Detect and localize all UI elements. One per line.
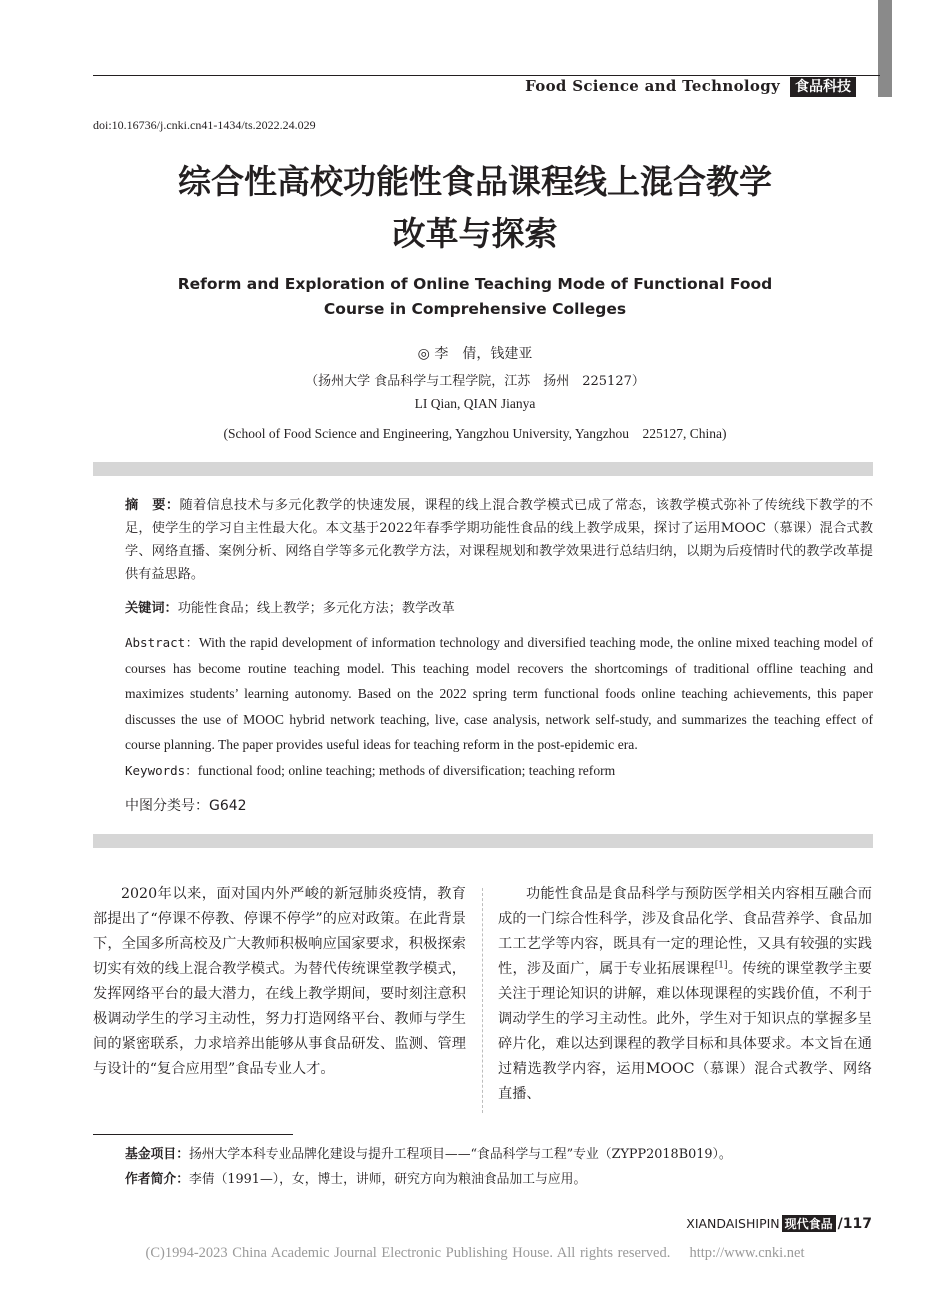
keywords-cn-text: 功能性食品；线上教学；多元化方法；教学改革 <box>177 601 455 616</box>
abstract-en-text: With the rapid development of information technology and diversified teaching mode, the online mixed teaching model of courses has become routine teaching model. This teaching model recovers the shortcomings of traditional offline teaching and maximizes students’ learning autonomy. Based on the 2022 spring term functional foods online teaching achievements, this paper discusses the use of MOOC hybrid network teaching, live, case analysis, network self-study, and summarizes the teaching effect of course planning. The paper provides useful ideas for teaching reform in the post-epidemic era. <box>125 635 873 752</box>
clc-value: G642 <box>209 798 247 814</box>
column-divider <box>482 888 483 1113</box>
fund-label: 基金项目： <box>125 1147 189 1162</box>
section-band-bottom <box>93 834 873 848</box>
abstract-cn-label: 摘 要： <box>125 498 180 513</box>
title-en-line-1: Reform and Exploration of Online Teaching Mode of Functional Food <box>177 275 773 293</box>
abstract-en-label: Abstract： <box>125 635 199 650</box>
corner-accent-bar <box>878 0 892 97</box>
journal-name-cn: 食品科技 <box>790 77 856 97</box>
keywords-en <box>125 758 873 784</box>
author-bio-label: 作者简介： <box>125 1172 189 1187</box>
clc-label: 中图分类号： <box>125 798 209 814</box>
abstract-cn <box>125 494 873 586</box>
title-en-line-2: Course in Comprehensive Colleges <box>323 300 627 318</box>
footer-magazine: 现代食品 <box>782 1215 836 1232</box>
author-bio-text: 李倩（1991—），女，博士，讲师，研究方向为粮油食品加工与应用。 <box>188 1172 587 1187</box>
body-column-left: 2020年以来，面对国内外严峻的新冠肺炎疫情，教育部提出了“停课不停教、停课不停学”的应对政策。在此背景下，全国多所高校及广大教师积极响应国家要求，积极探索切实有效的线上混合教学模式。为替代传统课堂教学模式，发挥网络平台的最大潜力，在线上教学期间，要时刻注意积极调动学生的学习主动性，努力打造网络平台、教师与学生间的紧密联系，力求培养出能够从事食品研发、监测、管理与设计的“复合应用型”食品专业人才。 <box>93 886 466 1077</box>
section-band-top <box>93 462 873 476</box>
abstract-cn-text: 随着信息技术与多元化教学的快速发展，课程的线上混合教学模式已成了常态，该教学模式弥补了传统线下教学的不足，使学生的学习自主性最大化。本文基于2022年春季学期功能性食品的线上教学成果，探讨了运用MOOC（慕课）混合式教学、网络直播、案例分析、网络自学等多元化教学方法，对课程规划和教学效果进行总结归纳，以期为后疫情时代的教学改革提供有益思路。 <box>125 498 874 582</box>
journal-name-en: Food Science and Technology <box>525 77 780 95</box>
affiliation-en: (School of Food Science and Engineering, Yangzhou University, Yangzhou 225127, China) <box>223 426 727 441</box>
keywords-cn <box>125 597 873 620</box>
reference-marker: [1] <box>714 960 728 971</box>
page-footer <box>686 1215 872 1232</box>
keywords-cn-label: 关键词： <box>125 601 178 616</box>
copyright-notice: (C)1994-2023 China Academic Journal Electronic Publishing House. All rights reserved. http://www.cnki.net <box>145 1245 805 1261</box>
page-number: /117 <box>837 1215 872 1232</box>
keywords-en-label: Keywords： <box>125 763 198 778</box>
body-right-part-a: 功能性食品是食品科学与预防医学相关内容相互融合而成的一门综合性科学，涉及食品化学、食品营养学、食品加工工艺学等内容，既具有一定的理论性，又具有较强的实践性，涉及面广，属于专业拓展课程 <box>498 886 872 977</box>
footnote-rule <box>93 1134 293 1135</box>
title-cn-line-2: 改革与探索 <box>392 214 558 253</box>
footnote-fund <box>125 1145 885 1165</box>
abstract-en <box>125 630 873 758</box>
header-rule <box>93 75 880 76</box>
body-column-right <box>498 882 872 1107</box>
footer-pinyin: XIANDAISHIPIN <box>686 1216 780 1231</box>
affiliation-cn: （扬州大学 食品科学与工程学院，江苏 扬州 225127） <box>305 374 645 389</box>
authors-cn: ◎ 李 倩，钱建亚 <box>417 346 533 362</box>
authors-en: LI Qian, QIAN Jianya <box>414 396 536 411</box>
body-right-part-b: 。传统的课堂教学主要关注于理论知识的讲解，难以体现课程的实践价值，不利于调动学生的学习主动性。此外，学生对于知识点的掌握多呈碎片化，难以达到课程的教学目标和具体要求。本文旨在通过精选教学内容，运用MOOC（慕课）混合式教学、网络直播、 <box>498 961 872 1102</box>
fund-text: 扬州大学本科专业品牌化建设与提升工程项目——“食品科学与工程”专业（ZYPP2018B019）。 <box>188 1147 732 1162</box>
doi: doi:10.16736/j.cnki.cn41-1434/ts.2022.24.029 <box>93 118 316 132</box>
title-cn-line-1: 综合性高校功能性食品课程线上混合教学 <box>178 162 772 201</box>
keywords-en-text: functional food; online teaching; methods of diversification; teaching reform <box>197 763 616 778</box>
clc-number <box>125 795 247 815</box>
footnote-author <box>125 1170 885 1190</box>
